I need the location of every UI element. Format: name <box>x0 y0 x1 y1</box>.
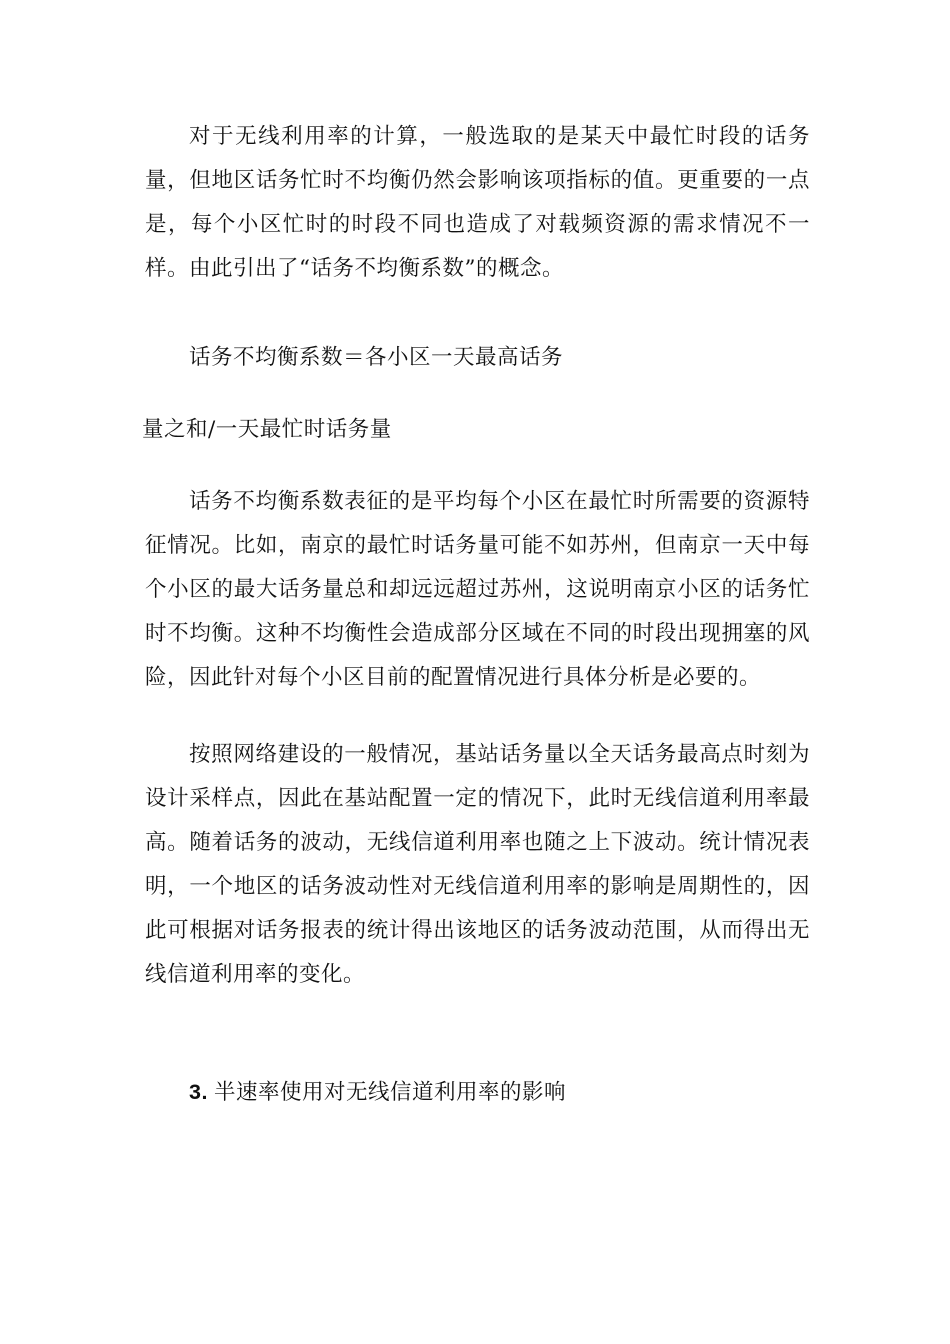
paragraph-traffic-fluctuation: 按照网络建设的一般情况，基站话务量以全天话务最高点时刻为设计采样点，因此在基站配置一定的情况下，此时无线信道利用率最高。随着话务的波动，无线信道利用率也随之上下波动。统计情况表明，一个地区的话务波动性对无线信道利用率的影响是周期性的，因此可根据对话务报表的统计得出该地区的话务波动范围，从而得出无线信道利用率的变化。 <box>145 742 810 987</box>
section-heading <box>189 1070 566 1115</box>
paragraph-imbalance-explanation: 话务不均衡系数表征的是平均每个小区在最忙时所需要的资源特征情况。比如，南京的最忙时话务量可能不如苏州，但南京一天中每个小区的最大话务量总和却远远超过苏州，这说明南京小区的话务忙时不均衡。这种不均衡性会造成部分区域在不同的时段出现拥塞的风险，因此针对每个小区目前的配置情况进行具体分析是必要的。 <box>145 489 810 690</box>
section-number: 3. <box>189 1080 208 1104</box>
paragraph-wireless-utilization-calculation: 对于无线利用率的计算，一般选取的是某天中最忙时段的话务量，但地区话务忙时不均衡仍然会影响该项指标的值。更重要的一点是，每个小区忙时的时段不同也造成了对载频资源的需求情况不一样。由此引出了“话务不均衡系数”的概念。 <box>145 124 810 281</box>
paragraph-imbalance-formula-continued: 量之和/一天最忙时话务量 <box>142 417 392 442</box>
paragraph-imbalance-formula: 话务不均衡系数＝各小区一天最高话务 <box>189 345 564 370</box>
section-title: 半速率使用对无线信道利用率的影响 <box>213 1080 566 1105</box>
